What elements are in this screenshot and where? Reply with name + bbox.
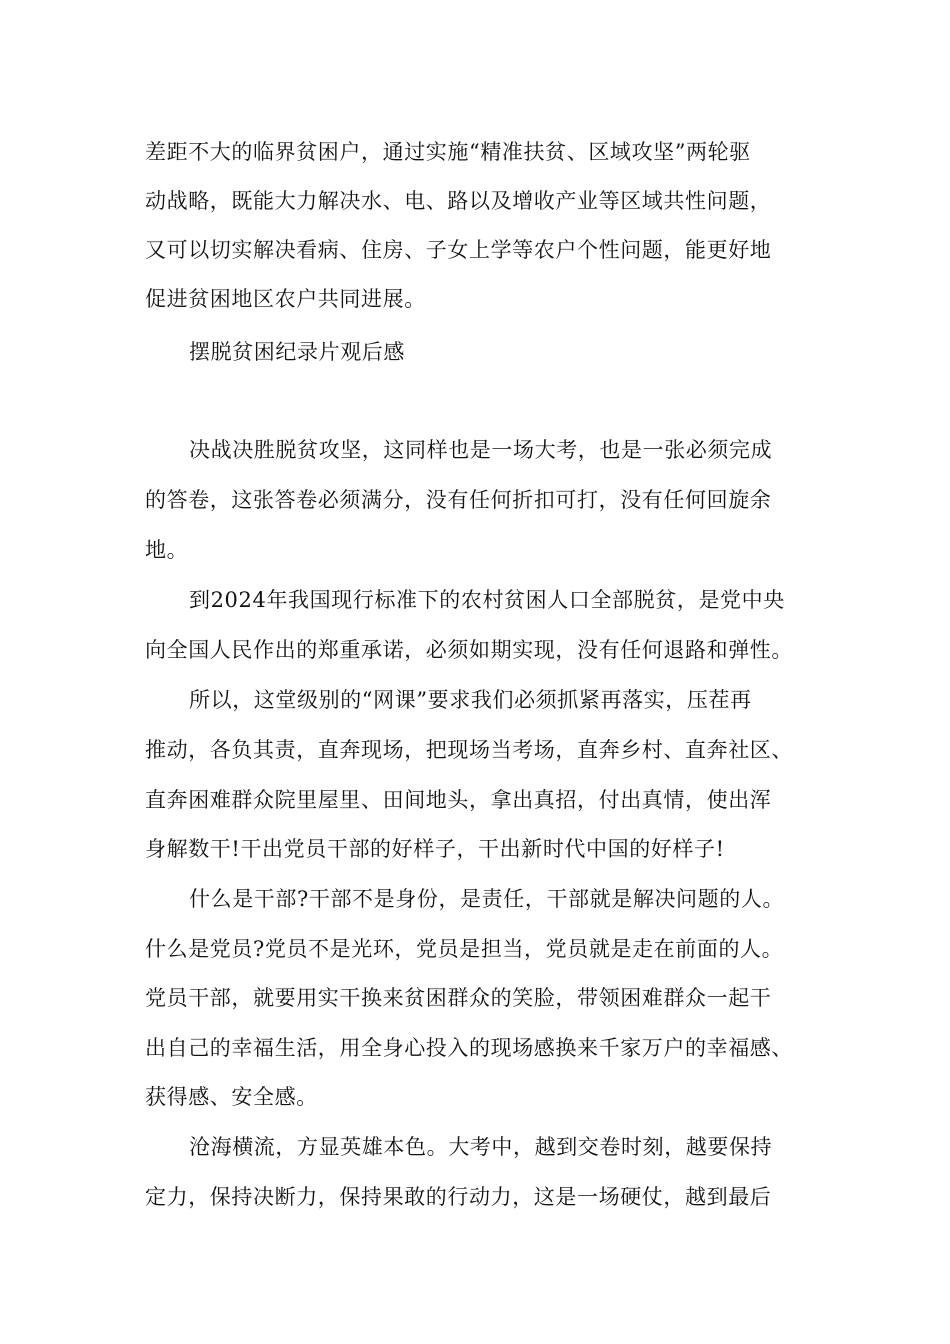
text-line: 身解数干!干出党员干部的好样子，干出新时代中国的好样子! [145,837,725,861]
text-line: 直奔困难群众院里屋里、田间地头，拿出真招，付出真情，使出浑 [145,788,772,812]
text-line: 决战决胜脱贫攻坚，这同样也是一场大考，也是一张必须完成 [189,438,773,462]
text-line: 到2024年我国现行标准下的农村贫困人口全部脱贫，是党中央 [189,588,785,612]
text-line: 什么是党员?党员不是光环，党员是担当，党员就是走在前面的人。 [145,937,784,961]
text-line: 党员干部，就要用实干换来贫困群众的笑脸，带领困难群众一起干 [145,986,772,1010]
text-line: 动战略，既能大力解决水、电、路以及增收产业等区域共性问题， [145,189,772,213]
text-line: 沧海横流，方显英雄本色。大考中，越到交卷时刻，越要保持 [189,1135,773,1159]
text-line: 向全国人民作出的郑重承诺，必须如期实现，没有任何退路和弹性。 [145,638,793,662]
text-line: 促进贫困地区农户共同进展。 [145,287,426,311]
text-line: 什么是干部?干部不是身份，是责任，干部就是解决问题的人。 [189,887,785,911]
text-line: 差距不大的临界贫困户，通过实施“精准扶贫、区域攻坚”两轮驱 [145,140,751,164]
text-line: 地。 [145,538,189,562]
text-line: 的答卷，这张答卷必须满分，没有任何折扣可打，没有任何回旋余 [145,488,772,512]
text-line: 出自己的幸福生活，用全身心投入的现场感换来千家万户的幸福感、 [145,1036,793,1060]
section-heading: 摆脱贫困纪录片观后感 [189,340,405,364]
text-line: 推动，各负其责，直奔现场，把现场当考场，直奔乡村、直奔社区、 [145,738,793,762]
text-line: 又可以切实解决看病、住房、子女上学等农户个性问题，能更好地 [145,238,772,262]
text-line: 所以，这堂级别的“网课”要求我们必须抓紧再落实，压茬再 [189,688,752,712]
text-line: 定力，保持决断力，保持果敢的行动力，这是一场硬仗，越到最后 [145,1185,772,1209]
text-line: 获得感、安全感。 [145,1085,318,1109]
